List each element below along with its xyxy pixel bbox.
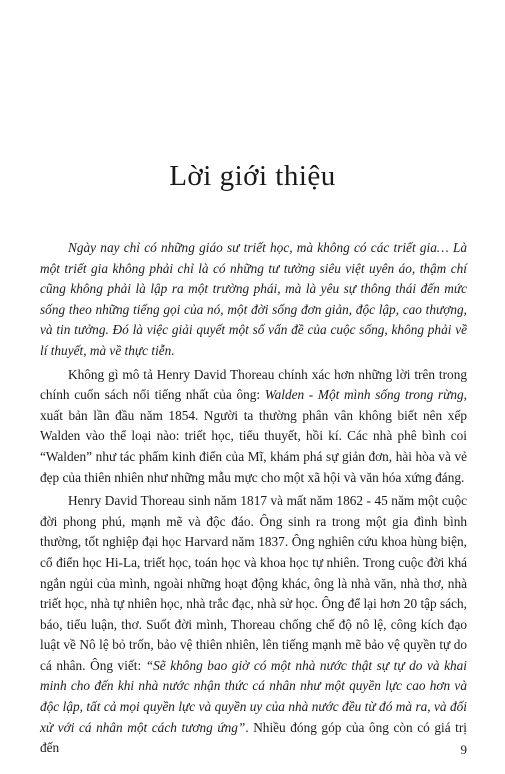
- intro-paragraph: Ngày nay chỉ có những giáo sư triết học, mà không có các triết gia… Là một triết gia không phải chỉ là có những tư tưởng siêu việt uyên áo, thậm chí cũng không phải là lập ra một trường phái, mà là yêu sự thông thái đến mức sống theo những tiếng gọi của nó, một đời sống đơn giản, độc lập, cao thượng, và tin tưởng. Đó là việc giải quyết một số vấn đề của cuộc sống, không phải về lí thuyết, mà về thực tiễn.: [40, 240, 467, 358]
- paragraph-biography-text-1: Henry David Thoreau sinh năm 1817 và mất năm 1862 - 45 năm một cuộc đời phong phú, mạnh mẽ và độc đáo. Ông sinh ra trong một gia đình bình thường, tốt nghiệp đại học Harvard năm 1837. Ông nghiên cứu khoa hùng biện, cổ điển học Hi-La, triết học, toán học và khoa học tự nhiên. Trong cuộc đời khá ngắn ngủi của mình, ngoài những hoạt động khác, ông là nhà văn, nhà thơ, nhà triết học, nhà tự nhiên học, nhà trắc đạc, nhà sử học. Ông để lại hơn 20 tập sách, báo, tiểu luận, thơ. Suốt đời mình, Thoreau chống chế độ nô lệ, công kích đạo luật về Nô lệ bỏ trốn, bảo vệ thiên nhiên, lên tiếng mạnh mẽ bảo vệ quyền tự do cá nhân. Ông viết:: [40, 493, 467, 673]
- paragraph-walden-text-1: Không gì mô tả Henry David Thoreau chính xác hơn những lời trên trong chính cuốn sách nổi tiếng nhất của ông:: [40, 366, 467, 403]
- paragraph-walden-text-2: , xuất bản lần đầu năm 1854. Người ta thường phân vân không biết nên xếp Walden vào thể loại nào: triết học, tiểu thuyết, hồi kí. Các nhà phê bình coi “Walden” như tác phẩm kinh điển của Mĩ, khám phá sự giản đơn, hài hòa và vẻ đẹp của thiên nhiên như những mẫu mực cho một xã hội và văn hóa xứng đáng.: [40, 387, 467, 485]
- paragraph-walden: [40, 365, 467, 489]
- paragraph-biography-text-2: . Nhiều đóng góp của ông còn có giá trị đến: [40, 719, 468, 756]
- chapter-title: Lời giới thiệu: [169, 160, 336, 192]
- book-title-walden: Walden - Một mình sống trong rừng: [264, 387, 464, 403]
- paragraph-biography: [40, 491, 467, 759]
- body-text: [40, 238, 467, 759]
- thoreau-quote: “Sẽ không bao giờ có một nhà nước thật sự tự do và khai minh cho đến khi nhà nước nhận thức cá nhân như một quyền lực cao hơn và độc lập, tất cả mọi quyền lực và quyền uy của nhà nước đều từ đó mà ra, và đối xử với cá nhân một cách tương ứng”: [40, 657, 467, 735]
- page-number: 9: [460, 742, 467, 757]
